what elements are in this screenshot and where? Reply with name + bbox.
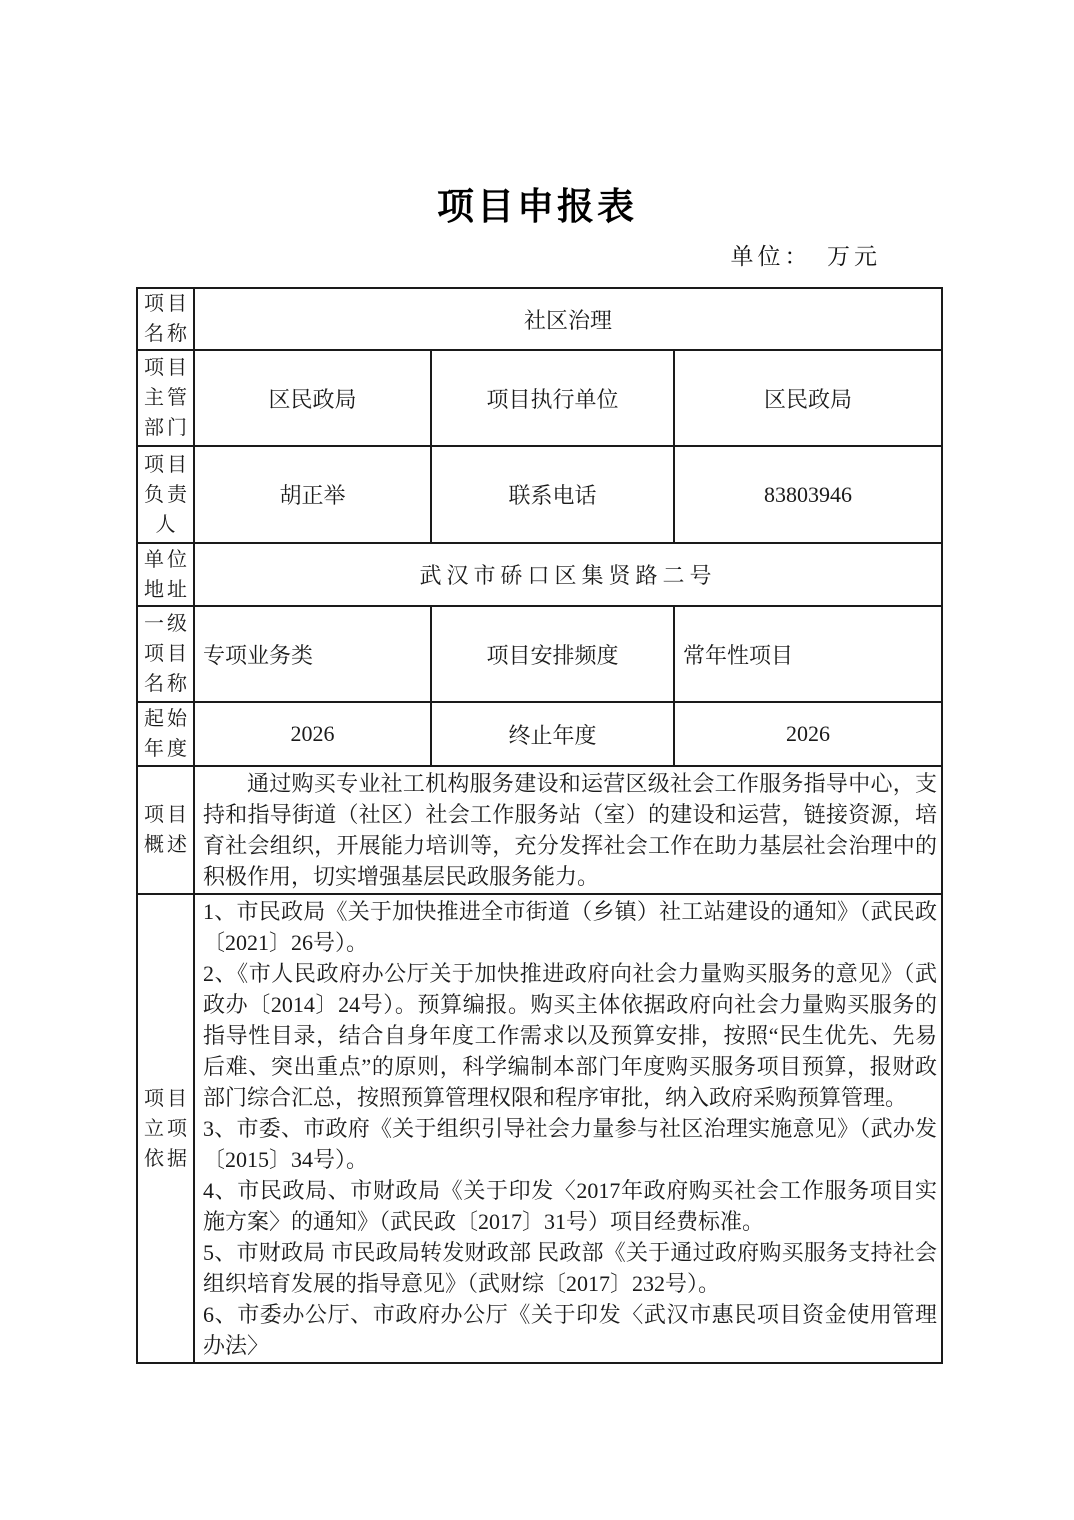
label-line: 项 目 (144, 804, 187, 826)
label-line: 项 目 (144, 293, 187, 315)
label-line: 立 项 (144, 1117, 187, 1140)
project-overview-text: 通过购买专业社工机构服务建设和运营区级社会工作服务指导中心，支持和指导街道（社区）社会工作服务站（室）的建设和运营，链接资源，培育社会组织，开展能力培训等，充分发挥社会工作在助力基层社会治理中的积极作用，切实增强基层民政服务能力。 (203, 771, 938, 889)
row-first-level-project (137, 606, 942, 702)
label-line: 名 称 (144, 323, 187, 345)
basis-item-4: 4、市民政局、市财政局《关于印发〈2017年政府购买社会工作服务项目实施方案〉的通知》（武民政〔2017〕31号）项目经费标准。 (203, 1178, 938, 1234)
first-level-project-value: 专项业务类 (194, 606, 431, 702)
executing-unit-value: 区民政局 (674, 350, 942, 446)
label-line: 名 称 (144, 673, 187, 695)
project-basis-text-block (195, 895, 941, 1362)
label-line: 部 门 (144, 417, 187, 439)
label-line: 依 据 (144, 1147, 187, 1170)
unit-address-value: 武汉市硚口区集贤路二号 (194, 543, 942, 606)
label-line: 负 责 (144, 483, 187, 506)
label-line: 项 目 (144, 643, 187, 665)
label-unit-address (137, 543, 194, 606)
label-project-basis (137, 894, 194, 1363)
basis-item-6: 6、市委办公厅、市政府办公厅《关于印发〈武汉市惠民项目资金使用管理办法〉 (203, 1302, 938, 1358)
arrangement-frequency-value: 常年性项目 (674, 606, 942, 702)
label-line: 年 度 (144, 738, 187, 760)
row-project-leader (137, 446, 942, 543)
supervising-department-value: 区民政局 (194, 350, 431, 446)
label-line: 地 址 (144, 578, 187, 601)
row-project-basis (137, 894, 942, 1363)
basis-item-5: 5、市财政局 市民政局转发财政部 民政部《关于通过政府购买服务支持社会组织培育发展的指导意见》（武财综〔2017〕232号）。 (203, 1240, 938, 1296)
label-line: 主 管 (144, 387, 187, 409)
start-year-value: 2026 (194, 702, 431, 766)
row-project-overview (137, 766, 942, 894)
label-line: 人 (155, 513, 176, 536)
label-line: 单 位 (144, 548, 187, 571)
label-line: 项 目 (144, 1087, 187, 1110)
page-title: 项目申报表 (437, 187, 637, 228)
arrangement-frequency-label: 项目安排频度 (431, 606, 674, 702)
contact-phone-label: 联系电话 (431, 446, 674, 543)
application-form-table (136, 287, 943, 1364)
label-line: 一 级 (144, 613, 187, 635)
label-line: 起 始 (144, 708, 187, 730)
label-project-leader (137, 446, 194, 543)
label-first-level-project (137, 606, 194, 702)
contact-phone-value: 83803946 (674, 446, 942, 543)
row-project-name (137, 288, 942, 350)
unit-note: 单位： 万元 (730, 244, 881, 269)
row-unit-address (137, 543, 942, 606)
label-project-overview (137, 766, 194, 894)
executing-unit-label: 项目执行单位 (431, 350, 674, 446)
project-overview-cell (194, 766, 942, 894)
label-line: 项 目 (144, 357, 187, 379)
project-leader-value: 胡正举 (194, 446, 431, 543)
row-supervising-department (137, 350, 942, 446)
basis-item-2: 2、《市人民政府办公厅关于加快推进政府向社会力量购买服务的意见》（武政办〔2014〕24号）。预算编报。购买主体依据政府向社会力量购买服务的指导性目录，结合自身年度工作需求以及预算安排，按照“民生优先、先易后难、突出重点”的原则，科学编制本部门年度购买服务项目预算，报财政部门综合汇总，按照预算管理权限和程序审批，纳入政府采购预算管理。 (203, 961, 938, 1110)
row-start-year (137, 702, 942, 766)
label-project-name (137, 288, 194, 350)
project-name-value: 社区治理 (194, 288, 942, 350)
label-supervising-department (137, 350, 194, 446)
basis-item-1: 1、市民政局《关于加快推进全市街道（乡镇）社工站建设的通知》（武民政〔2021〕26号）。 (203, 899, 938, 955)
label-line: 项 目 (144, 453, 187, 476)
label-start-year (137, 702, 194, 766)
label-line: 概 述 (144, 834, 187, 856)
end-year-value: 2026 (674, 702, 942, 766)
end-year-label: 终止年度 (431, 702, 674, 766)
project-overview-text-block (195, 767, 941, 893)
basis-item-3: 3、市委、市政府《关于组织引导社会力量参与社区治理实施意见》（武办发〔2015〕34号）。 (203, 1116, 938, 1172)
project-basis-cell (194, 894, 942, 1363)
